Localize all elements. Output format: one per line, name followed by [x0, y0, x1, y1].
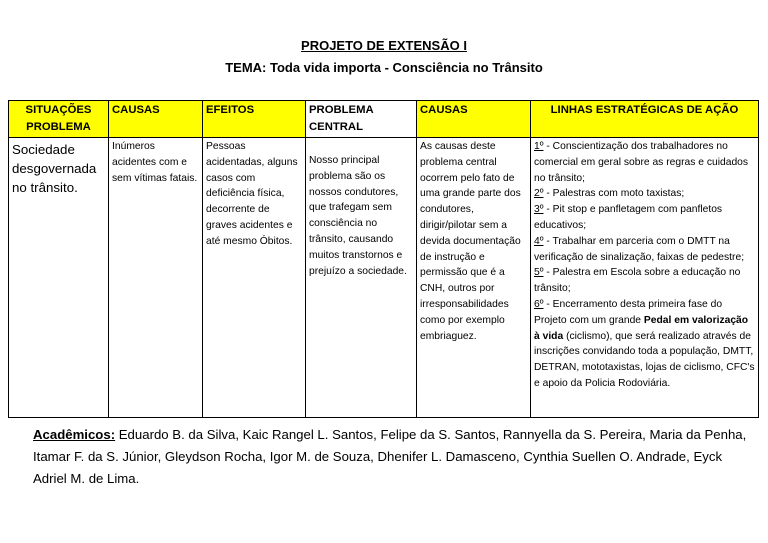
action-item [534, 297, 755, 392]
action-number: 2º [534, 188, 544, 200]
cell-problema-central [306, 138, 417, 418]
table-row [9, 138, 759, 418]
action-item [534, 202, 755, 234]
action-item [534, 234, 755, 266]
cell-causas-2: As causas deste problema central ocorrem pelo fato de uma grande parte dos condutores, dirigir/pilotar sem a devida documentação de instrução e permissão que é a CNH, outros por irresponsabilidades como por exemplo embriaguez. [417, 138, 531, 418]
header-situacoes-problema: SITUAÇÕES PROBLEMA [9, 101, 109, 138]
action-number: 3º [534, 204, 544, 216]
action-item [534, 186, 755, 202]
header-linhas-estrategicas: LINHAS ESTRATÉGICAS DE AÇÃO [531, 101, 759, 138]
header-efeitos: EFEITOS [203, 101, 306, 138]
action-number: 5º [534, 267, 544, 279]
header-problema-central: PROBLEMA CENTRAL [306, 101, 417, 138]
cell-efeitos: Pessoas acidentadas, alguns casos com deficiência física, decorrente de graves acidentes e até mesmo Óbitos. [203, 138, 306, 418]
action-text: - Palestras com moto taxistas; [543, 188, 685, 200]
cell-situacoes: Sociedade desgovernada no trânsito. [9, 138, 109, 418]
table-header-row [9, 101, 759, 138]
action-text: - Pit stop e panfletagem com panfletos educativos; [534, 204, 723, 231]
cell-linhas-estrategicas [531, 138, 759, 418]
academics-names: Eduardo B. da Silva, Kaic Rangel L. Santos, Felipe da S. Santos, Rannyella da S. Pereira, Maria da Penha, Itamar F. da S. Júnior, Gleydson Rocha, Igor M. de Souza, Dhenifer L. Damasceno, Cynthia Suellen O. Andrade, Eyck Adriel M. de Lima. [33, 427, 747, 486]
action-text: - Trabalhar em parceria com o DMTT na verificação de sinalização, faixas de pedestre; [534, 235, 745, 263]
action-number: 6º [534, 298, 544, 310]
cell-causas: Inúmeros acidentes com e sem vítimas fatais. [109, 138, 203, 418]
action-text: - Conscientização dos trabalhadores no comercial em geral sobre as regras e cuidados no trânsito; [534, 141, 749, 184]
problema-central-text: Nosso principal problema são os nossos condutores, que trafegam sem consciência no trânsito, causando muitos transtornos e prejuízo a sociedade. [309, 155, 407, 277]
action-text: - Palestra em Escola sobre a educação no trânsito; [534, 267, 741, 295]
action-text: (ciclismo), que será realizado através de inscrições convidando toda a população, DMTT, DETRAN, mototaxistas, lojas de ciclismo, CFC's e apoio da Policia Rodoviária. [534, 330, 755, 389]
header-causas: CAUSAS [109, 101, 203, 138]
action-number: 1º [534, 141, 544, 152]
header-causas-2: CAUSAS [417, 101, 531, 138]
academics-label: Acadêmicos: [33, 427, 116, 442]
action-text: - Encerramento desta primeira fase do Projeto com um grande [534, 298, 723, 326]
action-number: 4º [534, 235, 544, 247]
document-subtitle: TEMA: Toda vida importa - Consciência no Trânsito [225, 60, 543, 75]
academics-footer [33, 424, 758, 490]
action-item [534, 265, 755, 297]
document-title: PROJETO DE EXTENSÃO I [301, 38, 467, 53]
action-highlight: Pedal em valorização à vida [534, 314, 749, 342]
action-item [534, 139, 755, 186]
project-table [8, 100, 759, 418]
